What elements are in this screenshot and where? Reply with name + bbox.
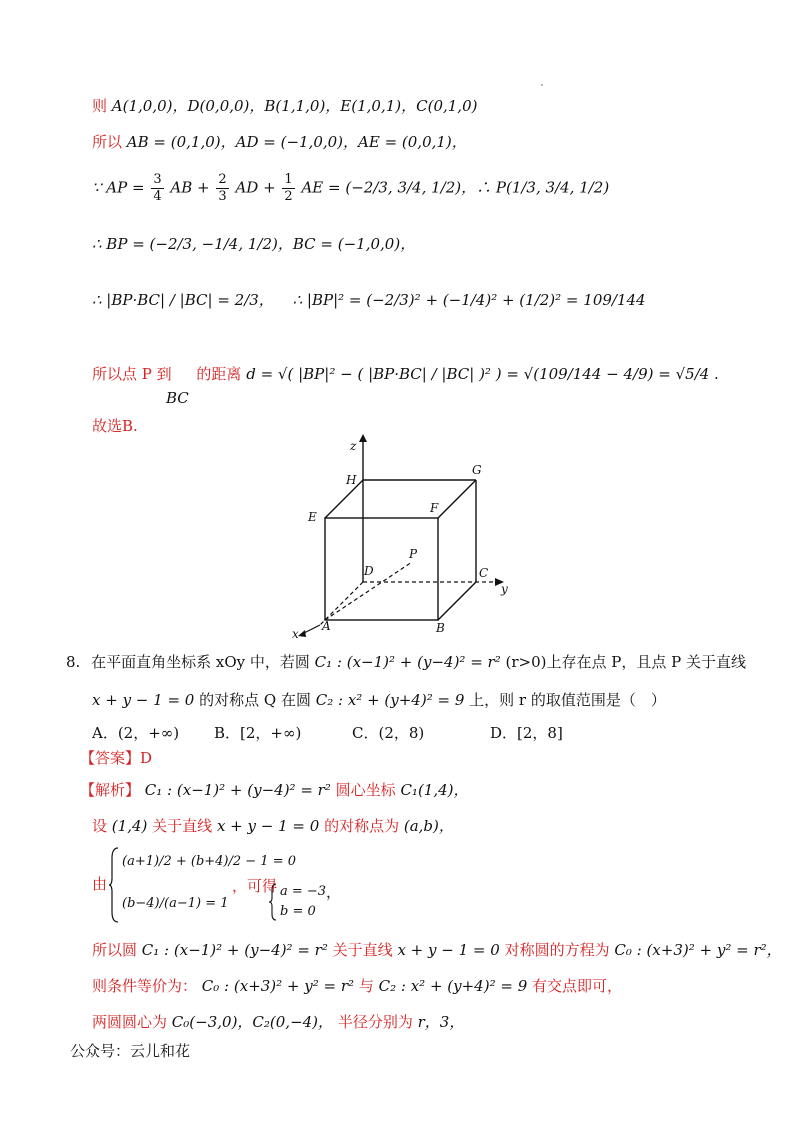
analysis-line-6 <box>92 1012 464 1032</box>
math-line: x + y − 1 = 0 <box>397 941 500 959</box>
solution-line-1 <box>92 96 477 116</box>
math-centers: C₀(−3,0)，C₂(0,−4)， <box>171 1013 334 1031</box>
math-circle-c1: C₁ : (x−1)² + (y−4)² = r² <box>314 653 501 671</box>
math-c1: C₁ : (x−1)² + (y−4)² = r² <box>144 781 331 799</box>
question-text-b: (r>0)上存在点 P，且点 P 关于直线 <box>505 653 746 671</box>
question-number: 8. <box>66 653 81 671</box>
math-c0: C₀ : (x+3)² + y² = r²， <box>614 941 782 959</box>
edge-bc <box>438 582 476 620</box>
comma: ， <box>326 883 342 901</box>
math-ad-term: AD + <box>235 178 281 197</box>
math-radii: r，3， <box>417 1013 465 1031</box>
speck <box>541 84 543 86</box>
math-line: x + y − 1 = 0 <box>216 817 320 835</box>
label-x: x <box>292 627 299 641</box>
label-p: P <box>409 547 418 561</box>
text-symmetric: 的对称点为 <box>324 817 400 835</box>
edge-fg <box>438 480 476 518</box>
text-from: 由 <box>92 875 108 893</box>
z-arrow-icon <box>359 434 367 442</box>
text-so-circle: 所以圆 <box>92 941 138 959</box>
face-front <box>325 518 438 620</box>
brace-result-icon <box>268 882 278 922</box>
fraction-3-4: $\frac{3}{4}$ <box>153 172 162 204</box>
solution-line-6 <box>92 364 719 384</box>
math-projection: ∴ |BP·BC| / |BC| = 2/3， <box>92 291 274 309</box>
brace-left-icon <box>108 846 120 924</box>
solution-line-4 <box>92 234 415 254</box>
text-prefix: 则 <box>92 97 108 115</box>
math-bp-bc: ∴ BP = (−2/3, −1/4, 1/2)，BC = (−1,0,0)， <box>92 235 416 253</box>
math-ap: ∵ AP = <box>92 178 150 197</box>
question-text-c: 的对称点 Q 在圆 <box>199 691 311 709</box>
solution-line-3 <box>92 172 609 205</box>
choose-b-text: 故选B. <box>92 417 138 435</box>
analysis-line-1 <box>80 780 469 800</box>
math-circle-c2: C₂ : x² + (y+4)² = 9 <box>315 691 465 709</box>
math-bp-squared: ∴ |BP|² = (−2/3)² + (−1/4)² + (1/2)² = 109/144 <box>292 291 646 309</box>
label-h: H <box>346 473 357 487</box>
text-equivalent: 则条件等价为： <box>92 977 198 995</box>
text-prefix: 所以点 P 到 <box>92 365 172 383</box>
text-and: 与 <box>358 977 374 995</box>
label-c: C <box>479 566 489 580</box>
math-bc-label: BC <box>166 389 189 407</box>
math-c1-center: C₁(1,4)， <box>400 781 469 799</box>
label-z: z <box>350 439 357 453</box>
answer-line <box>80 748 152 768</box>
option-b[interactable]: B．[2，+∞) <box>214 724 302 742</box>
edge-eh <box>325 480 363 518</box>
label-a: A <box>322 619 331 633</box>
text-let: 设 <box>92 817 108 835</box>
answer-value: D <box>140 749 153 767</box>
text-center: 圆心坐标 <box>335 781 396 799</box>
question-8-line-1 <box>66 652 746 672</box>
question-text-a: 在平面直角坐标系 xOy 中，若圆 <box>91 653 310 671</box>
label-b: B <box>436 621 445 635</box>
math-ab-term: AB + <box>170 178 215 197</box>
math-ab: (a,b)， <box>403 817 454 835</box>
text-symmetric-eq: 对称圆的方程为 <box>504 941 610 959</box>
analysis-line-4 <box>92 940 782 960</box>
analysis-line-2 <box>92 816 454 836</box>
question-8-line-2 <box>92 690 666 710</box>
x-arrow-icon <box>298 630 306 637</box>
system-eq-1: (a+1)/2 + (b+4)/2 − 1 = 0 <box>122 854 297 869</box>
math-points: A(1,0,0)，D(0,0,0)，B(1,1,0)，E(1,0,1)，C(0,1,0) <box>111 97 478 115</box>
fraction-2-3: $\frac{2}{3}$ <box>218 172 227 204</box>
analysis-label: 【解析】 <box>80 781 141 799</box>
label-g: G <box>472 463 482 477</box>
text-centers: 两圆圆心为 <box>92 1013 168 1031</box>
solution-line-5 <box>92 290 646 310</box>
math-ae-result: AE = (−2/3, 3/4, 1/2)，∴ P(1/3, 3/4, 1/2) <box>301 178 610 197</box>
label-y: y <box>501 582 508 596</box>
text-about-line: 关于直线 <box>332 941 393 959</box>
cube-figure <box>280 432 520 642</box>
label-e: E <box>308 510 317 524</box>
math-distance-formula: d = √( |BP|² − ( |BP·BC| / |BC| )² ) = √(109/144 − 4/9) = √5/4 . <box>246 365 719 383</box>
result-a: a = −3 <box>280 884 327 899</box>
text-radii: 半径分别为 <box>337 1013 413 1031</box>
result-b: b = 0 <box>280 904 316 919</box>
math-point: (1,4) <box>111 817 148 835</box>
solution-line-2 <box>92 132 467 152</box>
option-a[interactable]: A．(2，+∞) <box>92 724 180 742</box>
text-about-line: 关于直线 <box>152 817 213 835</box>
fraction-1-2: $\frac{1}{2}$ <box>284 172 293 204</box>
option-c[interactable]: C．(2，8) <box>352 724 425 742</box>
label-f: F <box>430 501 439 515</box>
analysis-line-5 <box>92 976 622 996</box>
option-d[interactable]: D．[2，8] <box>490 724 563 742</box>
text-can-get: ，可得 <box>232 877 278 895</box>
math-c0: C₀ : (x+3)² + y² = r² <box>201 977 355 995</box>
math-vectors: AB = (0,1,0)，AD = (−1,0,0)，AE = (0,0,1)， <box>126 133 467 151</box>
question-text-d: 上，则 r 的取值范围是（ ） <box>469 691 666 709</box>
text-distance: 的距离 <box>196 365 242 383</box>
footer-account: 公众号：云儿和花 <box>70 1042 191 1060</box>
text-prefix: 所以 <box>92 133 123 151</box>
math-line: x + y − 1 = 0 <box>92 691 195 709</box>
label-d: D <box>364 564 374 578</box>
text-intersect: 有交点即可， <box>532 977 623 995</box>
math-c1: C₁ : (x−1)² + (y−4)² = r² <box>141 941 328 959</box>
answer-label: 【答案】 <box>80 749 141 767</box>
system-eq-2: (b−4)/(a−1) = 1 <box>122 896 229 911</box>
math-c2: C₂ : x² + (y+4)² = 9 <box>378 977 528 995</box>
